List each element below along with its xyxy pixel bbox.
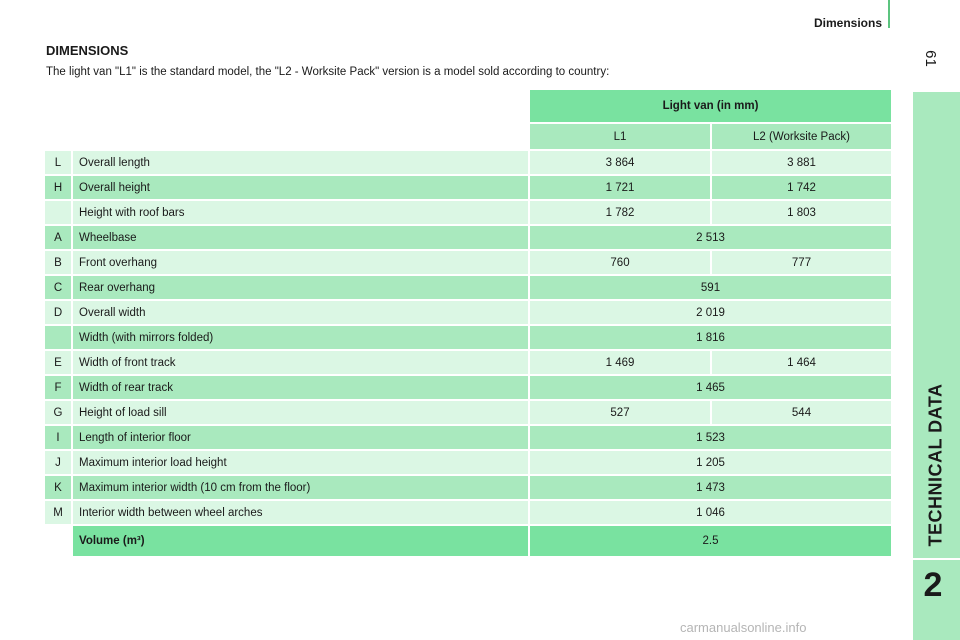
table-row <box>45 351 891 376</box>
row-label: Rear overhang <box>73 276 530 301</box>
row-value-l1: 1 721 <box>530 176 712 201</box>
table-row <box>45 176 891 201</box>
row-code: I <box>45 426 73 451</box>
row-code: E <box>45 351 73 376</box>
row-code: F <box>45 376 73 401</box>
row-code <box>45 326 73 351</box>
table-header-blank <box>73 90 530 124</box>
row-code: L <box>45 151 73 176</box>
row-code: J <box>45 451 73 476</box>
watermark: carmanualsonline.info <box>680 620 807 635</box>
row-value-both: 1 816 <box>530 326 891 351</box>
row-code: B <box>45 251 73 276</box>
table-group-header: Light van (in mm) <box>530 90 891 124</box>
row-value-l2: 3 881 <box>712 151 891 176</box>
page-header-title: Dimensions <box>813 16 882 30</box>
row-label: Width (with mirrors folded) <box>73 326 530 351</box>
column-header-l2: L2 (Worksite Pack) <box>712 124 891 151</box>
table-row <box>45 201 891 226</box>
row-value-both: 1 465 <box>530 376 891 401</box>
table-header-blank <box>45 90 73 124</box>
row-value-l2: 1 803 <box>712 201 891 226</box>
row-value-l1: 760 <box>530 251 712 276</box>
row-value-l1: 1 782 <box>530 201 712 226</box>
row-value-both: 2 019 <box>530 301 891 326</box>
row-label: Overall width <box>73 301 530 326</box>
chapter-number: 2 <box>923 566 943 604</box>
table-row <box>45 476 891 501</box>
table-body <box>45 151 891 526</box>
row-label: Width of front track <box>73 351 530 376</box>
table-header-blank <box>73 124 530 151</box>
row-value-l2: 544 <box>712 401 891 426</box>
table-header-blank <box>45 124 73 151</box>
row-value-l2: 1 464 <box>712 351 891 376</box>
table-row <box>45 251 891 276</box>
row-label: Interior width between wheel arches <box>73 501 530 526</box>
row-value-l2: 1 742 <box>712 176 891 201</box>
table-row <box>45 226 891 251</box>
row-value-both: 1 523 <box>530 426 891 451</box>
table-row <box>45 376 891 401</box>
table-row <box>45 326 891 351</box>
table-row-volume <box>45 526 891 558</box>
table-row <box>45 501 891 526</box>
row-label: Overall height <box>73 176 530 201</box>
dimensions-table <box>45 90 891 558</box>
table-row <box>45 426 891 451</box>
chapter-sidebar-label: TECHNICAL DATA <box>925 383 946 547</box>
row-label: Maximum interior load height <box>73 451 530 476</box>
table-column-header-row <box>45 124 891 151</box>
row-value-both: 2 513 <box>530 226 891 251</box>
table-row <box>45 301 891 326</box>
row-label: Front overhang <box>73 251 530 276</box>
row-code: D <box>45 301 73 326</box>
row-label: Height with roof bars <box>73 201 530 226</box>
row-value-both: 1 046 <box>530 501 891 526</box>
row-value-l1: 3 864 <box>530 151 712 176</box>
row-code: M <box>45 501 73 526</box>
table-row <box>45 451 891 476</box>
row-label: Width of rear track <box>73 376 530 401</box>
table-group-header-row <box>45 90 891 124</box>
row-code: K <box>45 476 73 501</box>
row-value-both: 591 <box>530 276 891 301</box>
row-label: Wheelbase <box>73 226 530 251</box>
volume-label: Volume (m³) <box>73 526 530 558</box>
section-intro: The light van "L1" is the standard model, the "L2 - Worksite Pack" version is a model sold according to country: <box>46 66 610 78</box>
table-row <box>45 401 891 426</box>
row-value-both: 1 473 <box>530 476 891 501</box>
table-row <box>45 151 891 176</box>
column-header-l1: L1 <box>530 124 712 151</box>
row-code <box>45 201 73 226</box>
row-code: H <box>45 176 73 201</box>
row-value-l2: 777 <box>712 251 891 276</box>
row-label: Maximum interior width (10 cm from the floor) <box>73 476 530 501</box>
row-label: Overall length <box>73 151 530 176</box>
volume-value: 2.5 <box>530 526 891 558</box>
row-value-l1: 1 469 <box>530 351 712 376</box>
section-title: DIMENSIONS <box>46 43 129 58</box>
row-code: A <box>45 226 73 251</box>
row-value-both: 1 205 <box>530 451 891 476</box>
table-row <box>45 276 891 301</box>
row-label: Length of interior floor <box>73 426 530 451</box>
page-number: 61 <box>921 50 939 67</box>
row-label: Height of load sill <box>73 401 530 426</box>
row-code: C <box>45 276 73 301</box>
row-code: G <box>45 401 73 426</box>
row-code <box>45 526 73 558</box>
row-value-l1: 527 <box>530 401 712 426</box>
header-divider <box>888 0 890 28</box>
